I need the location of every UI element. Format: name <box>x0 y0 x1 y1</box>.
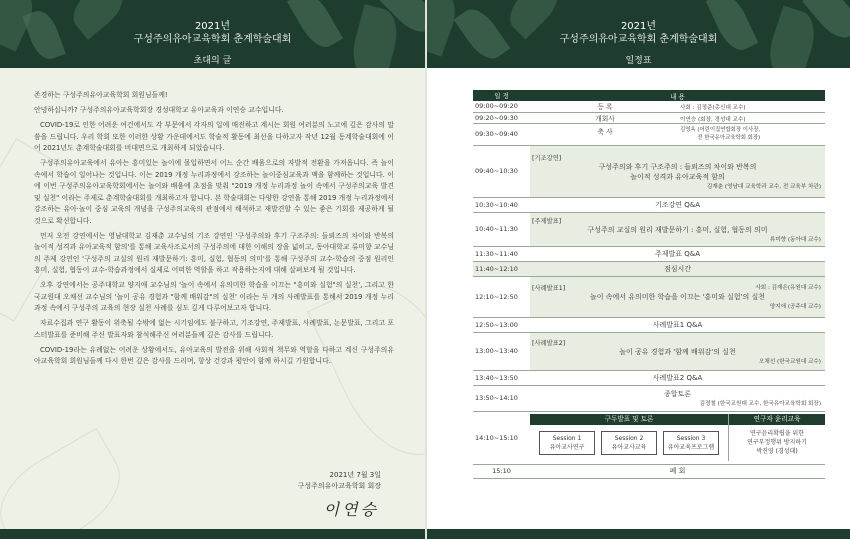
session-author: 류미향 (동아대 교수) <box>769 236 821 243</box>
session-topic: 유아교사연구 <box>549 444 585 451</box>
header-band <box>0 0 425 68</box>
row-time: 14:10~15:10 <box>473 411 530 464</box>
header-year: 2021년 <box>194 21 231 32</box>
row-content: 기조강연 Q&A <box>530 197 825 212</box>
row-time: 09:40~10:30 <box>473 145 530 197</box>
row-content: 폐 회 <box>530 464 825 478</box>
row-time: 09:30~09:40 <box>473 123 530 145</box>
letter-paragraph: 존경하는 구성주의유아교육학회 회원님들께! <box>34 91 168 99</box>
table-row <box>473 317 825 332</box>
table-row <box>473 276 825 317</box>
row-content: 사례발표1 Q&A <box>530 317 825 332</box>
row-time: 11:30~11:40 <box>473 246 530 261</box>
row-time: 12:10~12:50 <box>473 276 530 317</box>
row-content <box>530 101 825 112</box>
column-header-content: 내 용 <box>530 90 825 101</box>
row-content <box>530 332 825 370</box>
row-content <box>530 123 825 145</box>
letter-signoff <box>298 470 381 492</box>
row-content <box>530 145 825 197</box>
row-time: 13:40~13:50 <box>473 370 530 385</box>
session-tag: [사례발표1] <box>532 285 566 292</box>
bottom-band <box>0 529 425 539</box>
row-person: 사회 : 김정준(총신대 교수) <box>680 105 746 112</box>
row-content: 점심시간 <box>530 261 825 276</box>
session-box <box>601 431 657 455</box>
row-content <box>530 276 825 317</box>
row-person: 김영옥 (어린이집연합회장 이사장, <box>680 127 761 133</box>
table-row <box>473 212 825 246</box>
session-author: 김재춘 (영남대 교육학과 교수, 전 교육부 차관) <box>706 183 821 190</box>
row-time: 13:50~14:10 <box>473 385 530 411</box>
row-content <box>530 212 825 246</box>
session-title: 구성주의와 후기 구조주의 : 들뢰즈의 차이와 반복의 <box>598 162 757 171</box>
row-person: 이연승 (회장, 경성대 교수) <box>680 116 746 123</box>
bottom-band <box>427 529 850 539</box>
header-subtitle: 초대의 글 <box>193 56 232 66</box>
row-content: 주제발표 Q&A <box>530 246 825 261</box>
session-box <box>663 431 719 455</box>
session-tag: [기조강연] <box>532 154 562 162</box>
session-title: 종합토론 <box>663 390 692 398</box>
session-topic: 유아교사교육 <box>611 444 647 451</box>
row-content <box>530 411 825 464</box>
table-row <box>473 246 825 261</box>
signature: 이연승 <box>323 500 379 519</box>
letter-body <box>34 90 394 371</box>
session-box <box>539 431 595 455</box>
row-content <box>530 112 825 123</box>
schedule-page <box>427 0 850 539</box>
table-row <box>473 197 825 212</box>
session-topic: 유아교육프로그램 <box>667 444 715 451</box>
letter-paragraph: 자료수집과 연구 활동이 위축될 수밖에 없는 시기임에도 불구하고, 기조강연, 주제발표, 사례발표, 논문발표, 그리고 포스터발표를 준비해 주신 발표자와 참석해주신 여러분들께 깊은 감사를 드립니다. <box>34 319 394 339</box>
table-row <box>473 370 825 385</box>
table-row <box>473 332 825 370</box>
session-author: 김정철 (한국교원대 교수, 한국유아교육학회 회장) <box>699 401 821 407</box>
header-band <box>427 0 850 68</box>
row-label: 등 록 <box>597 103 613 112</box>
signer-title: 구성주의유아교육학회 회장 <box>297 482 381 490</box>
session-host: 사회 : 김재은(유원대 교수) <box>755 285 821 291</box>
row-time: 15:10 <box>473 464 530 478</box>
table-row <box>473 101 825 112</box>
background-leaf <box>0 428 136 539</box>
row-content <box>530 385 825 411</box>
letter-paragraph: 안녕하십니까? 구성주의유아교육학회장 경성대학교 유아교육과 이연승 교수입니다. <box>34 106 284 114</box>
row-label: 축 사 <box>597 128 613 136</box>
row-label: 개회사 <box>595 114 615 123</box>
letter-date: 2021년 7월 3일 <box>329 471 381 479</box>
session-tag: [주제발표] <box>532 217 562 225</box>
table-header-row <box>473 90 825 101</box>
oral-presentation-header: 구두발표 및 토론 <box>530 414 728 425</box>
session-title: 놀이 공유 경험과 '함께 배워감'의 실천 <box>619 347 736 356</box>
table-row <box>473 261 825 276</box>
table-row <box>473 145 825 197</box>
session-name: Session 3 <box>676 435 706 442</box>
row-content: 사례발표2 Q&A <box>530 370 825 385</box>
column-header-time: 일 정 <box>473 90 530 101</box>
session-author: 오채선 (한국교원대 교수) <box>759 358 821 365</box>
header-title: 구성주의유아교육학회 춘계학술대회 <box>559 34 718 45</box>
table-row <box>473 112 825 123</box>
row-time: 10:30~10:40 <box>473 197 530 212</box>
letter-paragraph: 오후 강연에서는 공주대학교 양지애 교수님의 '놀이 속에서 유의미한 학습을 이끄는 "흥미와 실험"의 실천', 그리고 한국교원대 오채선 교수님의 '놀이 공유 경험과 "함께 배워감"의 실천' 이라는 두 개의 사례발표를 통해서 2019 개정 누리과정 속에서 구성주의 교육의 현장 실천 사례를 심도 깊게 다루어보고자 합니다. <box>34 281 394 312</box>
ethics-header: 연구자 윤리교육 <box>729 414 825 425</box>
session-title: 놀이적 성격과 유아교육적 함의 <box>630 172 725 181</box>
table-row <box>473 464 825 478</box>
session-tag: [사례발표2] <box>532 339 566 347</box>
session-name: Session 1 <box>552 435 582 442</box>
session-title: 구성주의 교실의 원리 재발문하기 : 흥미, 실험, 협동의 의미 <box>587 225 768 234</box>
row-time: 09:20~09:30 <box>473 112 530 123</box>
row-person: 전 한국유아교육학회 회장) <box>697 135 761 141</box>
ethics-title: 연구윤리확립을 위한 <box>749 430 805 437</box>
row-time: 13:00~13:40 <box>473 332 530 370</box>
ethics-speaker: 박진영 (경성대) <box>756 448 798 455</box>
header-title: 구성주의유아교육학회 춘계학술대회 <box>133 34 292 45</box>
header-subtitle: 일정표 <box>625 56 652 66</box>
letter-paragraph: COVID-19로 인한 어려운 여건에서도 각 부문에서 각자의 일에 매진하고 계시는 회원 여러분의 노고에 깊은 감사의 말씀을 드립니다. 우리 학회 또한 이러한 상황 가운데에서도 학술적 활동에 최선을 다하고자 작년 12월 동계학술대회에 이어 2021년도 춘계학술대회를 비대면으로 개최하게 되었습니다. <box>34 121 394 152</box>
row-time: 12:50~13:00 <box>473 317 530 332</box>
session-author: 양지애 (공주대 교수) <box>769 304 821 310</box>
header-year: 2021년 <box>620 21 657 32</box>
row-time: 11:40~12:10 <box>473 261 530 276</box>
row-time: 09:00~09:20 <box>473 101 530 112</box>
table-row <box>473 385 825 411</box>
letter-paragraph: 먼저 오전 강연에서는 영남대학교 김재춘 교수님의 기조 강연인 '구성주의와 후기 구조주의: 들뢰즈의 차이와 반복의 놀이적 성격과 유아교육적 함의'를 통해 교육사조로서의 구성주의에 대한 이해의 장을 넓히고, 동아대학교 류미향 교수님의 주제 강연인 '구성주의 교실의 원리 재발문하기: 흥미, 실험, 협동의 의미'를 통해 구성주의 교수-학습의 중점 원리인 흥미, 실험, 협동이 교수-학습과정에서 실제로 어떠한 역할을 하고 작용하는지에 대해 살펴보게 될 것입니다. <box>34 231 394 274</box>
session-title: 놀이 속에서 유의미한 학습을 이끄는 '흥미와 실험'의 실천 <box>590 293 765 301</box>
schedule-table <box>473 90 825 479</box>
table-row <box>473 411 825 464</box>
row-time: 10:40~11:30 <box>473 212 530 246</box>
session-name: Session 2 <box>614 435 644 442</box>
letter-paragraph: COVID-19라는 유례없는 어려운 상황에서도, 유아교육의 발전을 위해 사회적 책무와 역할을 다하고 계신 구성주의유아교육학회 회원님들께 다시 한번 깊은 감사를 드리며, 항상 건강과 평안이 함께 하시길 기원합니다. <box>34 345 394 365</box>
table-row <box>473 123 825 145</box>
letter-paragraph: 구성주의유아교육에서 유아는 흥미있는 놀이에 몰입하면서 어느 순간 배움으로의 자발적 전환을 가져옵니다. 즉 놀이 속에서 학습이 일어나는 것입니다. 이는 2019 개정 누리과정에서 강조하는 놀이중심교육과 맥을 함께하는 것입니다. 이에 이번 구성주의유아교육학회에서는 놀이와 배움에 초점을 맞춰 "2019 개정 누리과정 놀이 속에서 구성주의교육 발견 및 실천" 이라는 주제로 춘계학술대회를 개최하고자 합니다. 본 학술대회는 다양한 강연을 통해 2019 개정 누리과정에서 강조하는 유아·놀이 중심 교육의 개념을 구성주의교육의 관점에서 해석하고 재발견할 수 있는 좋은 기회를 제공하게 될 것으로 확신합니다. <box>34 159 394 225</box>
ethics-title: 연구부정행위 방지하기 <box>747 439 807 446</box>
